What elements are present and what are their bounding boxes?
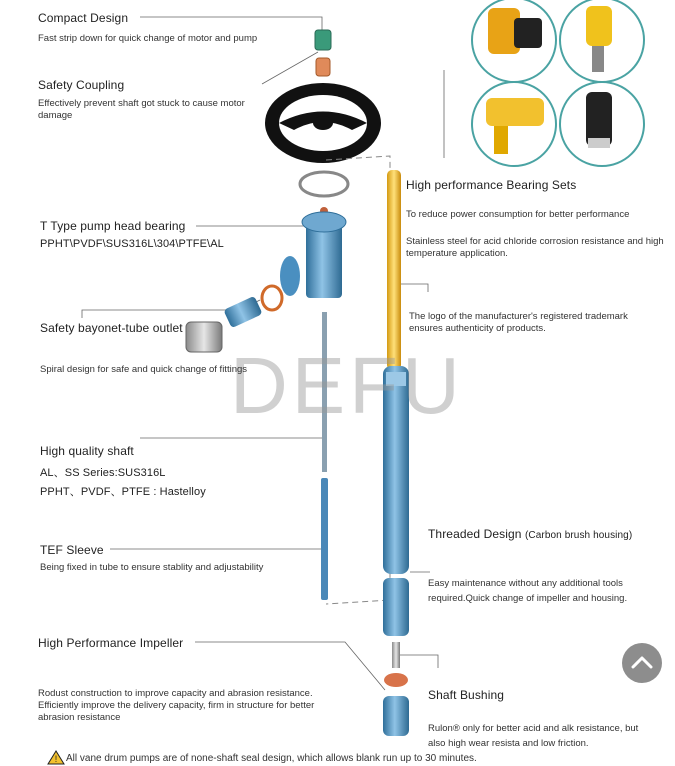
t-type-title: T Type pump head bearing — [40, 219, 186, 233]
trademark-desc: The logo of the manufacturer's registered trademark ensures authenticity of products. — [409, 311, 628, 334]
chevron-up-icon — [622, 643, 662, 683]
motor-thumbnails — [472, 0, 644, 166]
t-type-desc: PPHT\PVDF\SUS316L\304\PTFE\AL — [40, 238, 224, 250]
bayonet-desc: Spiral design for safe and quick change of fittings — [40, 364, 248, 375]
back-to-top-button[interactable] — [622, 643, 662, 683]
svg-text:!: ! — [54, 754, 58, 764]
safety-coupling-desc: Effectively prevent shaft got stuck to cause motor damage — [38, 98, 245, 121]
bearing-title: High performance Bearing Sets — [406, 178, 577, 192]
threaded-title — [428, 527, 632, 541]
safety-coupling-title: Safety Coupling — [38, 78, 125, 92]
bayonet-title: Safety bayonet-tube outlet — [40, 321, 183, 335]
t-type-head — [280, 212, 346, 298]
compact-design-desc: Fast strip down for quick change of motor and pump — [38, 33, 258, 44]
impeller-desc: Rodust construction to improve capacity and abrasion resistance. Efficiently improve the delivery capacity, firm in structure for better abrasion resistance — [38, 688, 315, 723]
threaded-title-main: Threaded Design — [428, 527, 522, 541]
tef-title: TEF Sleeve — [40, 543, 104, 557]
threaded-title-paren: (Carbon brush housing) — [525, 530, 633, 541]
bushing-title: Shaft Bushing — [428, 688, 505, 702]
shaft-line2: PPHT、PVDF、PTFE : Hastelloy — [40, 486, 206, 498]
shaft-line1: AL、SS Series:SUS316L — [40, 467, 166, 479]
tef-desc: Being fixed in tube to ensure stablity and adjustability — [40, 562, 264, 573]
compact-design-title: Compact Design — [38, 11, 129, 25]
threaded-desc: Easy maintenance without any additional tools required.Quick change of impeller and housing. — [428, 578, 628, 604]
shaft-title: High quality shaft — [40, 444, 134, 458]
bearing-desc1: To reduce power consumption for better performance — [406, 209, 630, 220]
footer-note: All vane drum pumps are of none-shaft seal design, which allows blank run up to 30 minutes. — [66, 753, 477, 764]
watermark: DEFU — [230, 341, 464, 430]
bushing-desc: Rulon® only for better acid and alk resistance, but also high wear resista and low friction. — [428, 723, 639, 749]
bearing-desc2: Stainless steel for acid chloride corrosion resistance and high temperature application. — [406, 236, 664, 259]
impeller-title: High Performance Impeller — [38, 636, 184, 650]
